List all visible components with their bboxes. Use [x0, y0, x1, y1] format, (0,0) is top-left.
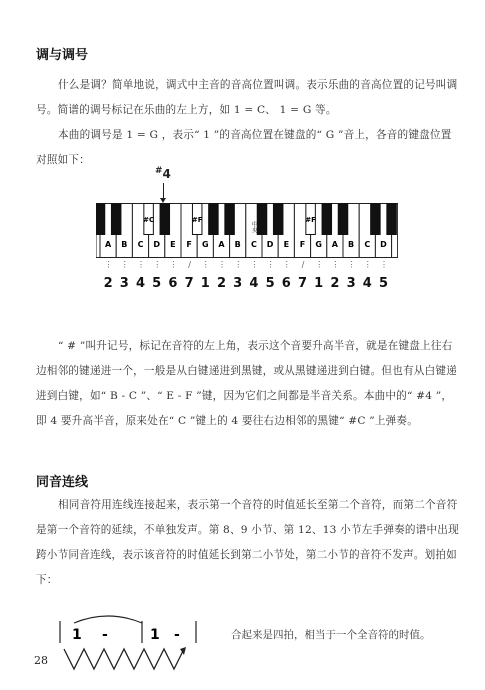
solfa-number: 7: [297, 276, 308, 291]
connector-dot: ⋮: [120, 260, 128, 269]
sharp-key-label: #F: [305, 216, 316, 224]
solfa-number: 3: [233, 276, 243, 291]
solfa-number: 7: [184, 276, 194, 291]
solfa-number: 3: [119, 276, 129, 291]
black-key: [209, 204, 219, 235]
black-key: [387, 204, 397, 235]
paragraph-tie: 相同音符用连线连接起来，表示第一个音符的时值延长至第二个音符，而第二个音符是第一个音符的延续，不单独发声。第 8、9 小节、第 12、13 小节左手弹奏的谱中出现跨小节同音连线，表示该音符的时值延长到第二小节处，第二小节的音符不发声。划拍如下：: [36, 499, 459, 586]
solfa-number: 1: [314, 276, 324, 291]
black-key: [111, 204, 121, 235]
white-key-letter: C: [137, 240, 144, 249]
tie-beat-diagram: [58, 611, 208, 673]
black-key: [322, 204, 332, 235]
paragraph-key-definition: 什么是调？简单地说，调式中主音的音高位置叫调。表示乐曲的音高位置的记号叫调号。简谱的调号标记在乐曲的左上方，如 1 = C、 1 = G 等。: [36, 79, 458, 116]
tie-dash-2: -: [174, 627, 180, 643]
section-title-key: 调与调号: [36, 48, 89, 63]
solfa-number: 4: [362, 276, 372, 291]
solfa-number: 5: [265, 276, 275, 291]
middle-c-label: 中央: [250, 221, 258, 233]
solfa-number: 2: [330, 276, 340, 291]
black-key: [257, 204, 267, 235]
sharp-key-label: #C: [143, 216, 155, 224]
solfa-number: 4: [135, 276, 146, 291]
white-key-letter: G: [202, 240, 209, 249]
white-key-letter: A: [331, 240, 339, 249]
white-key-letter: B: [121, 240, 128, 249]
solfa-number: 1: [200, 276, 210, 291]
connector-dot: ⋮: [363, 260, 371, 269]
connector-dot: ⋮: [331, 260, 339, 269]
tie-note-2: 1: [150, 627, 160, 643]
solfa-number: 3: [346, 276, 356, 291]
white-key-letter: F: [186, 240, 192, 249]
sharp-key-label: #F: [191, 216, 203, 224]
connector-dot: ⋮: [347, 260, 355, 269]
key-connector-dots: [0, 260, 485, 274]
black-key: [273, 204, 283, 235]
key-sign-label: #4: [155, 166, 171, 181]
tie-note-1: 1: [72, 627, 82, 643]
connector-dot: ⋮: [218, 260, 225, 269]
connector-dot: /: [188, 260, 190, 269]
connector-dot: ⋮: [266, 260, 274, 269]
connector-dot: ⋮: [137, 260, 144, 269]
connector-dot: ⋮: [282, 260, 290, 269]
white-key-letter: C: [364, 240, 371, 249]
solfa-number: 2: [103, 276, 113, 291]
tie-dash-1: -: [102, 627, 108, 643]
beat-zigzag: [64, 649, 184, 669]
white-key-letter: D: [153, 240, 161, 249]
paragraph-key-signature: 本曲的调号是 1 = G ，表示“ 1 ”的音高位置在键盘的“ G ”音上，各音的键盘位置对照如下：: [36, 129, 452, 166]
paragraph-sharp-sign: “ # ”叫升记号，标记在音符的左上角，表示这个音要升高半音，就是在键盘上往右边相邻的键递进一个，一般是从白键递进到黑键，或从黑键递进到白键。但也有从白键递进到白键，如“ B - C ”、“ E - F ”键，因为它们之间都是半音关系。本曲中的“ #4 ”，即 4 要升高半音，原来处在“ C ”键上的 4 要往右边相邻的黑键“ #C ”上弹奏。: [36, 340, 457, 427]
section-title-tie: 同音连线: [36, 475, 89, 490]
connector-dot: ⋮: [104, 260, 112, 269]
black-key: [160, 204, 170, 235]
white-key-letter: E: [283, 240, 290, 249]
white-key-letter: B: [234, 240, 241, 249]
white-key-letter: G: [315, 240, 322, 249]
white-key-letter: B: [348, 240, 355, 249]
connector-dot: /: [301, 260, 304, 269]
connector-dot: ⋮: [169, 260, 177, 269]
solfa-number: 5: [152, 276, 162, 291]
white-key-letter: D: [266, 240, 274, 249]
solfa-number: 4: [249, 276, 259, 291]
connector-dot: ⋮: [153, 260, 161, 269]
connector-dot: ⋮: [380, 260, 387, 269]
piano-keyboard: [96, 203, 398, 259]
solfa-number: 6: [281, 276, 291, 291]
page-number: 28: [34, 654, 48, 667]
connector-dot: ⋮: [201, 260, 209, 269]
white-key-letter: A: [218, 240, 225, 249]
connector-dot: ⋮: [315, 260, 323, 269]
solfa-number: 2: [216, 276, 227, 291]
connector-dot: ⋮: [250, 260, 258, 269]
solfa-number: 5: [378, 276, 389, 291]
solfa-number: 6: [168, 276, 178, 291]
white-key-letter: C: [250, 240, 257, 249]
black-key: [225, 204, 235, 235]
white-key-letter: F: [299, 240, 306, 249]
down-arrow-icon: [163, 183, 164, 201]
tie-caption: 合起来是四拍，相当于一个全音符的时值。: [231, 629, 431, 641]
white-key-letter: E: [170, 240, 176, 249]
black-key: [338, 204, 348, 235]
black-key: [96, 204, 105, 235]
white-key-letter: A: [104, 240, 112, 249]
white-key-letter: D: [380, 240, 387, 249]
black-key: [371, 204, 381, 235]
connector-dot: ⋮: [234, 260, 242, 269]
solfa-number-row: [0, 276, 485, 292]
